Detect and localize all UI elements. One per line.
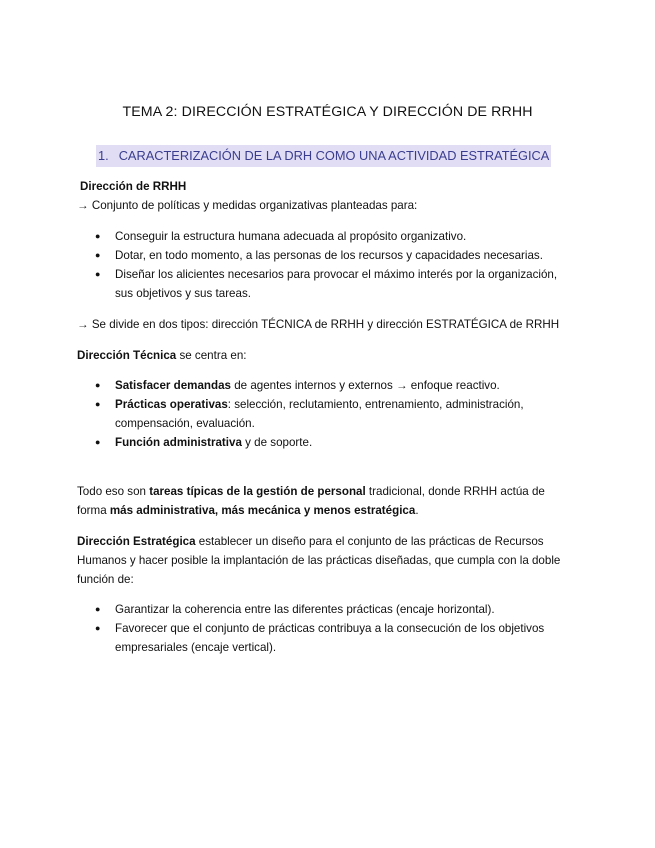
list-item: ● Conseguir la estructura humana adecuada al propósito organizativo.	[77, 227, 595, 246]
estrategica-bullet-list	[77, 600, 595, 657]
tecnica-bullet-list	[77, 376, 595, 452]
summary-line-1: Todo eso son tareas típicas de la gestión de personal tradicional, donde RRHH actúa de	[77, 485, 545, 498]
list-item-continuation: empresariales (encaje vertical).	[115, 641, 277, 654]
estrategica-line-2: Humanos y hacer posible la implantación de las prácticas diseñadas, que cumpla con la doble	[77, 554, 561, 567]
list-item: ● Garantizar la coherencia entre las diferentes prácticas (encaje horizontal).	[77, 600, 595, 619]
bullet-icon: ●	[95, 269, 101, 279]
drh-heading: Dirección de RRHH	[80, 180, 187, 193]
list-item: ● Favorecer que el conjunto de prácticas contribuya a la consecución de los objetivos	[77, 619, 595, 638]
drh-divide-text: → Se divide en dos tipos: dirección TÉCNICA de RRHH y dirección ESTRATÉGICA de RRHH	[77, 318, 560, 331]
drh-bullet-list	[77, 227, 595, 303]
list-item: ● Dotar, en todo momento, a las personas de los recursos y capacidades necesarias.	[77, 246, 595, 265]
estrategica-line-1: Dirección Estratégica establecer un diseño para el conjunto de las prácticas de Recursos	[77, 535, 544, 548]
estrategica-paragraph	[77, 532, 595, 589]
section-title: CARACTERIZACIÓN DE LA DRH COMO UNA ACTIVIDAD ESTRATÉGICA	[118, 148, 550, 163]
section-heading-1	[96, 145, 551, 167]
bullet-icon: ●	[95, 399, 101, 409]
list-item: ● Diseñar los alicientes necesarios para provocar el máximo interés por la organización,	[77, 265, 595, 284]
summary-line-2: forma más administrativa, más mecánica y menos estratégica.	[77, 504, 419, 517]
list-item: ● Satisfacer demandas de agentes internos y externos → enfoque reactivo.	[77, 376, 595, 395]
bullet-icon: ●	[95, 623, 101, 633]
document-title: TEMA 2: DIRECCIÓN ESTRATÉGICA Y DIRECCIÓN DE RRHH	[122, 104, 533, 120]
tecnica-heading	[77, 346, 595, 365]
bullet-icon: ●	[95, 437, 101, 447]
tecnica-heading-rest: se centra en:	[176, 349, 247, 362]
summary-paragraph	[77, 482, 595, 520]
bullet-icon: ●	[95, 604, 101, 614]
list-item: ● Función administrativa y de soporte.	[77, 433, 595, 452]
drh-intro: → Conjunto de políticas y medidas organizativas planteadas para:	[77, 199, 418, 212]
bullet-icon: ●	[95, 231, 101, 241]
section-number: 1.	[98, 148, 109, 163]
tecnica-heading-bold: Dirección Técnica	[77, 349, 177, 362]
estrategica-line-3: función de:	[77, 573, 134, 586]
drh-heading-block	[80, 177, 595, 196]
list-item-continuation: sus objetivos y sus tareas.	[115, 287, 251, 300]
bullet-icon: ●	[95, 380, 101, 390]
bullet-icon: ●	[95, 250, 101, 260]
list-item-continuation: compensación, evaluación.	[115, 417, 255, 430]
list-item: ● Prácticas operativas: selección, reclutamiento, entrenamiento, administración,	[77, 395, 595, 414]
